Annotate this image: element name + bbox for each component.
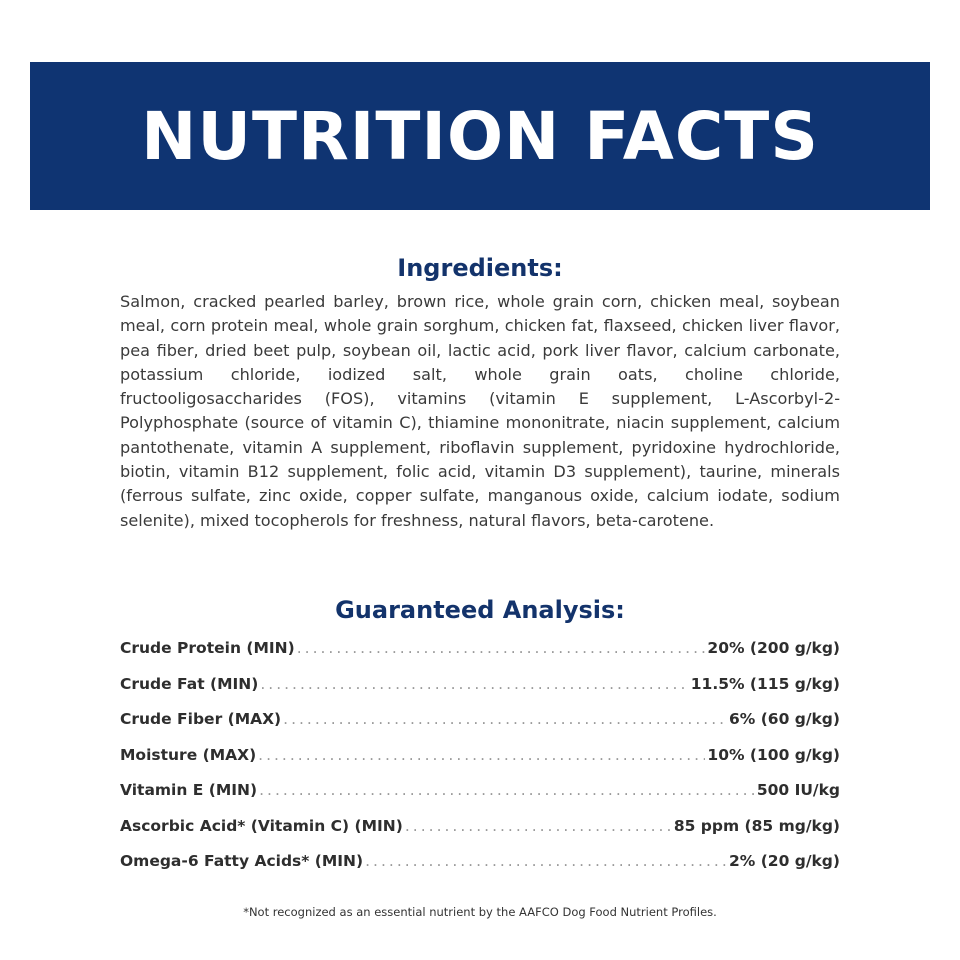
analysis-row-crude-fiber [120, 710, 840, 746]
page-title: NUTRITION FACTS [141, 98, 819, 175]
analysis-row-crude-fat [120, 675, 840, 711]
dot-leader [297, 639, 706, 657]
analysis-value: 2% (20 g/kg) [728, 852, 840, 870]
analysis-label: Omega-6 Fatty Acids* (MIN) [120, 852, 364, 870]
analysis-value: 6% (60 g/kg) [728, 710, 840, 728]
analysis-row-crude-protein [120, 639, 840, 675]
analysis-value: 500 IU/kg [756, 781, 840, 799]
dot-leader [405, 817, 672, 835]
ingredients-heading: Ingredients: [397, 254, 563, 282]
analysis-label: Crude Protein (MIN) [120, 639, 295, 657]
analysis-label: Ascorbic Acid* (Vitamin C) (MIN) [120, 816, 403, 835]
analysis-label: Crude Fat (MIN) [120, 674, 259, 693]
analysis-label: Crude Fiber (MAX) [120, 710, 282, 728]
analysis-value: 10% (100 g/kg) [707, 745, 840, 764]
guaranteed-analysis-heading: Guaranteed Analysis: [335, 596, 625, 624]
analysis-value: 85 ppm (85 mg/kg) [673, 816, 840, 835]
dot-leader [258, 746, 705, 764]
dot-leader [365, 852, 727, 870]
analysis-row-vitamin-e [120, 781, 840, 817]
ingredients-text: Salmon, cracked pearled barley, brown rice, whole grain corn, chicken meal, soybean meal, corn protein meal, whole grain sorghum, chicken fat, flaxseed, chicken liver flavor, pea fiber, dried beet pulp, soybean oil, lactic acid, pork liver flavor, calcium carbonate, potassium chloride, iodized salt, whole grain oats, choline chloride, fructooligosaccharides (FOS), vitamins (vitamin E supplement, L-Ascorbyl-2-Polyphosphate (source of vitamin C), thiamine mononitrate, niacin supplement, calcium pantothenate, vitamin A supplement, riboflavin supplement, pyridoxine hydrochloride, biotin, vitamin B12 supplement, folic acid, vitamin D3 supplement), taurine, minerals (ferrous sulfate, zinc oxide, copper sulfate, manganous oxide, calcium iodate, sodium selenite), mixed tocopherols for freshness, natural flavors, beta-carotene. [120, 292, 840, 530]
analysis-row-omega-6 [120, 852, 840, 888]
analysis-row-moisture [120, 746, 840, 782]
analysis-value: 11.5% (115 g/kg) [690, 674, 840, 693]
footnote: *Not recognized as an essential nutrient by the AAFCO Dog Food Nutrient Profiles. [243, 905, 717, 919]
analysis-label: Vitamin E (MIN) [120, 781, 258, 799]
dot-leader [283, 710, 727, 728]
analysis-value: 20% (200 g/kg) [707, 639, 840, 657]
dot-leader [259, 781, 755, 799]
guaranteed-analysis-list [120, 639, 840, 888]
analysis-label: Moisture (MAX) [120, 745, 257, 764]
title-banner [30, 62, 930, 210]
dot-leader [260, 675, 688, 693]
analysis-row-ascorbic-acid [120, 817, 840, 853]
